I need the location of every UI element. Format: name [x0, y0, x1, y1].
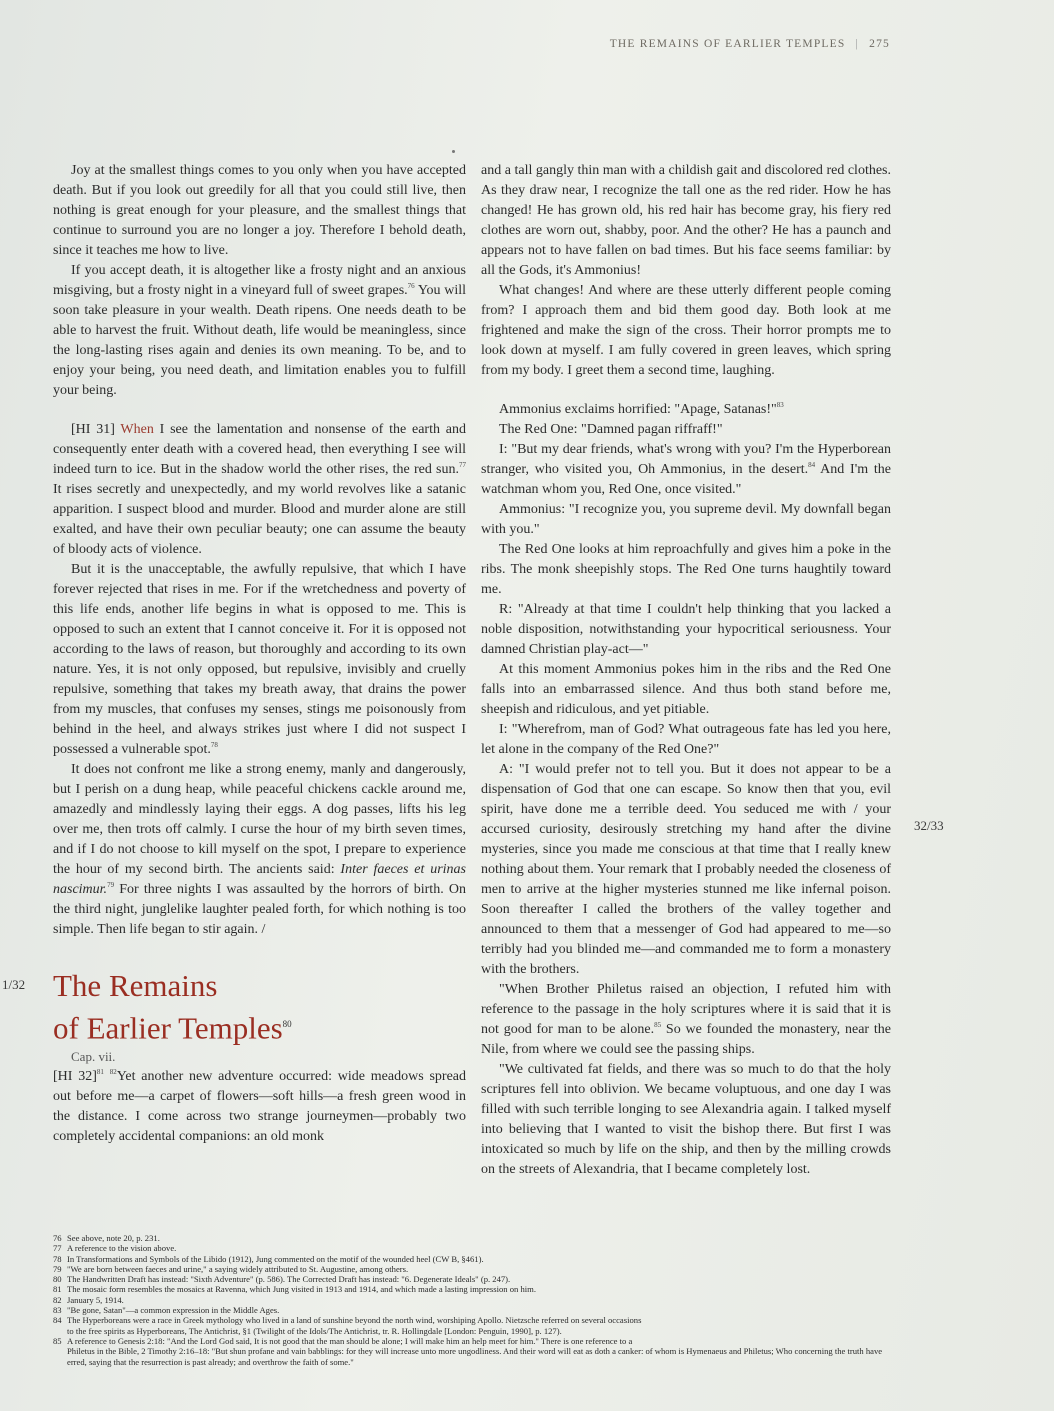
chapter-title: The Remains of Earlier Temples$^{80}$	[53, 968, 292, 1046]
chapter-number: Cap. vii.	[71, 1049, 116, 1065]
left-column	[53, 161, 466, 1147]
footnote: 85 A reference to Genesis 2:18: "And the Lord God said, It is not good that the man should be alone; I will make him an help meet for him." There is one reference to a Philetus in the Bible, 2 Timothy 2:16–18: "But shun profane and vain babblings: for they will increase unto more ungodliness. And their word will eat as doth a canker: of whom is Hymenaeus and Philetus; Who concerning the truth have erred, saying that the resurrection is past already; and overthrow the faith of some."	[53, 1335, 883, 1367]
dialogue-line: I: "Wherefrom, man of God? What outrageous fate has led you here, let alone in the company of the Red One?"	[481, 722, 891, 757]
footnote-ref[interactable]: 79	[107, 881, 115, 889]
dialogue-line: At this moment Ammonius pokes him in the ribs and the Red One falls into an embarrassed silence. And thus both stand before me, sheepish and ridiculous, and yet pitiable.	[481, 662, 891, 717]
ornament-dot	[452, 150, 455, 153]
running-header	[560, 38, 890, 50]
dialogue-line: I: "But my dear friends, what's wrong with you? I'm the Hyperborean stranger, who visited you, Oh Ammonius, in the desert.$^{84}$ And I'm the watchman whom you, Red One, once visited."	[481, 442, 891, 497]
footnote-ref[interactable]: 76	[407, 282, 415, 290]
footnote-ref[interactable]: 85	[654, 1021, 662, 1029]
dialogue-line: Ammonius: "I recognize you, you supreme devil. My downfall began with you."	[481, 502, 891, 537]
footnote-ref[interactable]: 80	[282, 1019, 292, 1029]
hi-marker: [HI 31]	[71, 422, 115, 437]
paragraph: and a tall gangly thin man with a childish gait and discolored red clothes. As they draw near, I recognize the tall one as the red rider. How he has changed! He has grown old, his red hair has become gray, his fiery red clothes are worn out, shabby, poor. And the other? He has a paunch and appears not to have fallen on bad times. But his face seems familiar: by all the Gods, it's Ammonius!	[481, 163, 891, 278]
right-column	[481, 161, 891, 1180]
footnote-ref[interactable]: 81	[96, 1068, 104, 1077]
dialogue-line: "When Brother Philetus raised an objection, I refuted him with reference to the passage in the holy scriptures where it is said that it is not good for man to be alone.$^{85}$ So we founded the monastery, near the Nile, from where we could see the passing ships.	[481, 982, 891, 1057]
footnote: 76 See above, note 20, p. 231.	[53, 1233, 160, 1243]
dialogue-line: "We cultivated fat fields, and there was so much to do that the holy scriptures fell into oblivion. We became voluptuous, and one day I was filled with such terrible longing to see Alexandria again. I talked myself into believing that I wanted to visit the bishop there. But first I was intoxicated so much by life on the ship, and then by the milling crowds on the streets of Alexandria, that I became completely lost.	[481, 1062, 891, 1177]
footnote: 81 The mosaic form resembles the mosaics at Ravenna, which Jung visited in 1913 and 1914, and which made a lasting impression on him.	[53, 1284, 536, 1295]
paragraph: [HI 31] When I see the lamentation and nonsense of the earth and consequently enter death with a covered head, then everything I see will indeed turn to ice. But in the shadow world the other rises, the red sun.$^{77}$ It rises secretly and unexpectedly, and my world revolves like a satanic apparition. I suspect blood and murder. Blood and murder alone are still exalted, and have their own peculiar beauty; one can assume the beauty of bloody acts of violence.	[53, 422, 466, 557]
footnote-ref[interactable]: 84	[808, 461, 816, 469]
footnote: 78 In Transformations and Symbols of the Libido (1912), Jung commented on the motif of the wounded heel (CW B, §461).	[53, 1253, 484, 1264]
dialogue-line: The Red One looks at him reproachfully and gives him a poke in the ribs. The monk sheepishly stops. The Red One turns haughtily toward me.	[481, 542, 891, 597]
footnote: 83 "Be gone, Satan"—a common expression in the Middle Ages.	[53, 1305, 280, 1316]
paragraph: But it is the unacceptable, the awfully repulsive, that which I have forever rejected that rises in me. For if the wretchedness and poverty of this life ends, another life begins in what is opposed to me. This is opposed to such an extent that I cannot conceive it. For it is opposed not according to the laws of reason, but thoroughly and according to its own nature. Yes, it is not only opposed, but repulsive, invisibly and cruelly repulsive, something that takes my breath away, that drains the power from my muscles, that confuses my senses, stings me poisonously from behind in the heel, and always strikes just where I did not suspect I possessed a vulnerable spot.$^{78}$	[53, 562, 466, 757]
paragraph: [HI 32]$^{81}$ $^{82}$Yet another new adventure occurred: wide meadows spread out before me—a carpet of flowers—soft hills—a fresh green wood in the distance. I come across two strange journeymen—probably two completely accidental companions: an old monk	[53, 1068, 466, 1145]
page-number: 275	[869, 38, 890, 50]
header-separator: |	[855, 38, 860, 50]
paragraph: What changes! And where are these utterly different people coming from? I approach them and bid them good day. Both look at me frightened and make the sign of the cross. Their horror prompts me to look down at myself. I am fully covered in green leaves, which spring from my body. I greet them a second time, laughing.	[481, 283, 891, 378]
footnote-ref[interactable]: 77	[459, 461, 466, 469]
footnotes	[53, 1233, 893, 1367]
dialogue-line: Ammonius exclaims horrified: "Apage, Satanas!"$^{83}$	[499, 401, 784, 417]
paragraph: It does not confront me like a strong enemy, manly and dangerously, but I perish on a dung heap, while peaceful chickens cackle around me, amazedly and mindlessly laying their eggs. A dog passes, lifts his leg over me, then trots off calmly. I curse the hour of my birth seven times, and if I do not choose to kill myself on the spot, I prepare to experience the hour of my second birth. The ancients said: Inter faeces et urinas nascimur.$^{79}$ For three nights I was assaulted by the horrors of birth. On the third night, junglelike laughter pealed forth, for which nothing is too simple. Then life began to stir again. /	[53, 762, 466, 937]
paragraph: If you accept death, it is altogether like a frosty night and an anxious misgiving, but a frosty night in a vineyard full of sweet grapes.$^{76}$ You will soon take pleasure in your wealth. Death ripens. One needs death to be able to harvest the fruit. Without death, life would be meaningless, since the long-lasting rises again and denies its own meaning. To be, and to enjoy your being, you need death, and limitation enables you to fulfill your being.	[53, 263, 467, 398]
dialogue-line: A: "I would prefer not to tell you. But it does not appear to be a dispensation of God that one can escape. So know then that you, evil spirit, have done me a terrible deed. You seduced me with / your accursed curiosity, desirously stretching my hand after the divine mysteries, since you made me conscious at that time that I really knew nothing about them. Your remark that I probably needed the closeness of men to arrive at the higher mysteries stunned me like infernal poison. Soon thereafter I called the brothers of the valley together and announced to them that a messenger of God had appeared to me—so terribly had you blinded me—and commanded me to form a monastery with the brothers.	[481, 762, 891, 977]
footnote: 82 January 5, 1914.	[53, 1294, 124, 1305]
footnote: 77 A reference to the vision above.	[53, 1243, 177, 1254]
footnote-ref[interactable]: 83	[776, 401, 784, 409]
margin-page-ref-right: 32/33	[914, 818, 944, 833]
footnote: 84 The Hyperboreans were a race in Greek mythology who lived in a land of sunshine beyond the north wind, worshiping Apollo. Nietzsche referred on several occasions to the free spirits as Hyperboreans, The Antichrist, §1 (Twilight of the Idols/The Antichrist, tr. R. Hollingdale [London: Penguin, 1990], p. 127).	[53, 1315, 642, 1336]
dialogue-line: The Red One: "Damned pagan riffraff!"	[499, 422, 723, 437]
footnote: 79 "We are born between faeces and urine," a saying widely attributed to St. Augustine, among others.	[53, 1263, 409, 1274]
hi-marker: [HI 32]	[53, 1069, 97, 1085]
footnote-ref[interactable]: 82	[109, 1068, 117, 1077]
footnote-ref[interactable]: 78	[210, 741, 218, 749]
footnote: 80 The Handwritten Draft has instead: "Sixth Adventure" (p. 586). The Corrected Draft has instead: "6. Degenerate Ideals" (p. 247).	[53, 1274, 511, 1285]
running-title: THE REMAINS OF EARLIER TEMPLES	[609, 38, 846, 50]
dialogue-line: R: "Already at that time I couldn't help thinking that you lacked a noble disposition, notwithstanding your hypocritical seriousness. Your damned Christian play-act—"	[481, 602, 891, 657]
paragraph: Joy at the smallest things comes to you only when you have accepted death. But if you look out greedily for all that you could still live, then nothing is great enough for your pleasure, and the smallest things that continue to surround you are no longer a joy. Therefore I behold death, since it teaches me how to live.	[53, 163, 466, 258]
margin-page-ref-left: 1/32	[2, 977, 26, 992]
